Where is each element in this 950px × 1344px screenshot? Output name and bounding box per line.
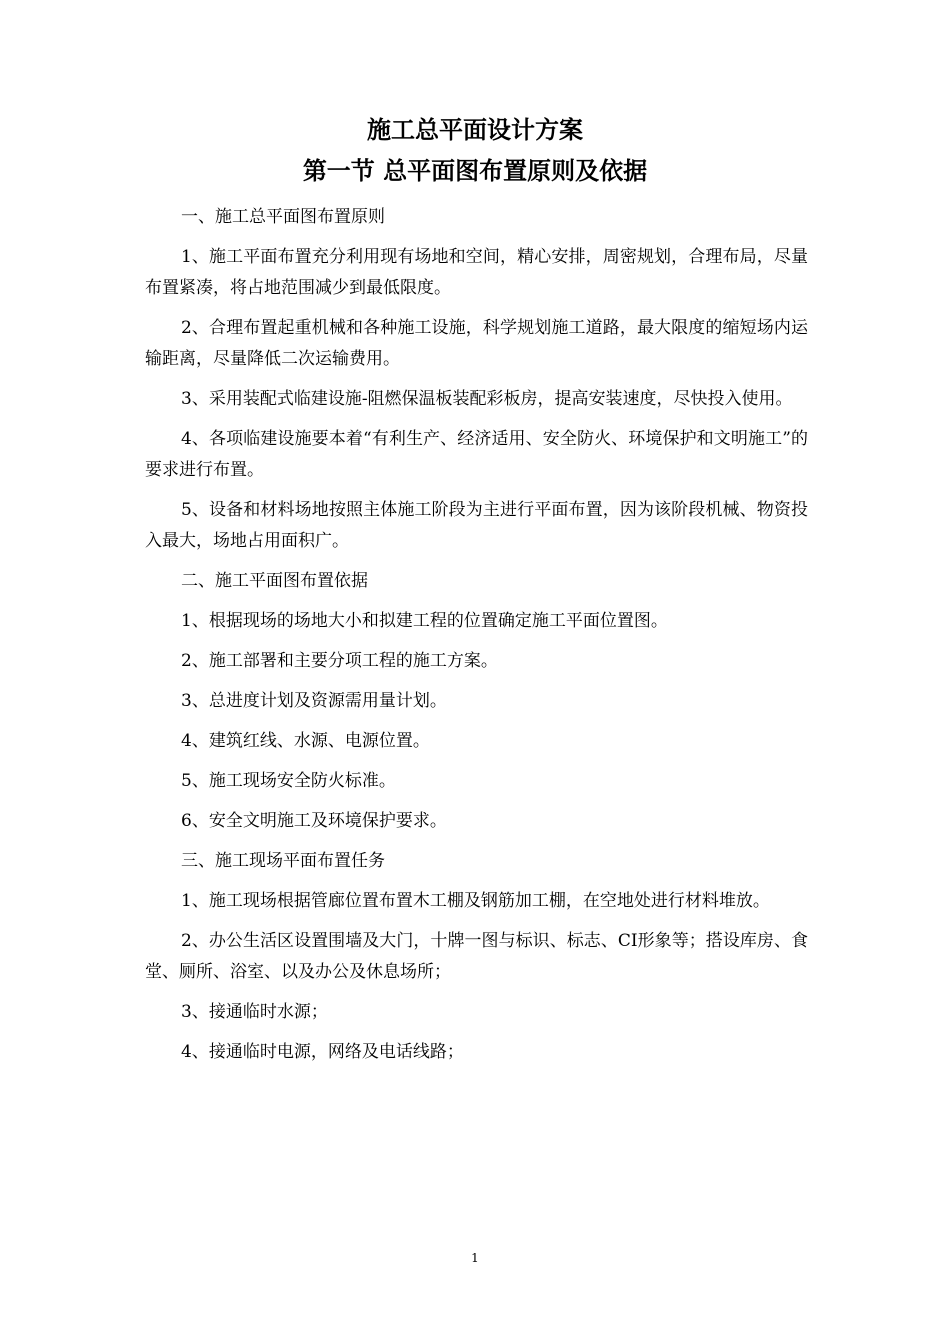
page-number: 1 [471,1251,479,1265]
heading-basis: 二、施工平面图布置依据 [181,571,368,591]
paragraph-principle-1: 1、施工平面布置充分利用现有场地和空间，精心安排，周密规划，合理布局，尽量布置紧凑，将占地范围减少到最低限度。 [145,247,808,298]
paragraph-basis-4: 4、建筑红线、水源、电源位置。 [181,731,430,751]
heading-principles: 一、施工总平面图布置原则 [181,207,385,227]
paragraph-task-3: 3、接通临时水源； [181,1002,328,1022]
document-title: 施工总平面设计方案 [367,116,583,144]
paragraph-task-4: 4、接通临时电源，网络及电话线路； [181,1042,464,1062]
paragraph-basis-3: 3、总进度计划及资源需用量计划。 [181,691,447,711]
paragraph-basis-6: 6、安全文明施工及环境保护要求。 [181,811,447,831]
paragraph-principle-5: 5、设备和材料场地按照主体施工阶段为主进行平面布置，因为该阶段机械、物资投入最大，场地占用面积广。 [145,500,808,551]
document-body [145,202,808,1077]
paragraph-basis-2: 2、施工部署和主要分项工程的施工方案。 [181,651,498,671]
paragraph-basis-1: 1、根据现场的场地大小和拟建工程的位置确定施工平面位置图。 [181,611,668,631]
heading-tasks: 三、施工现场平面布置任务 [181,851,385,871]
section-title: 第一节 总平面图布置原则及依据 [302,157,648,185]
paragraph-task-2: 2、办公生活区设置围墙及大门，十牌一图与标识、标志、CI形象等；搭设库房、食堂、厕所、浴室、以及办公及休息场所； [145,931,808,982]
paragraph-basis-5: 5、施工现场安全防火标准。 [181,771,396,791]
paragraph-task-1: 1、施工现场根据管廊位置布置木工棚及钢筋加工棚，在空地处进行材料堆放。 [181,891,770,911]
paragraph-principle-4: 4、各项临建设施要本着“有利生产、经济适用、安全防火、环境保护和文明施工”的要求进行布置。 [145,429,808,480]
paragraph-principle-3: 3、采用装配式临建设施-阻燃保温板装配彩板房，提高安装速度，尽快投入使用。 [181,389,793,409]
paragraph-principle-2: 2、合理布置起重机械和各种施工设施，科学规划施工道路，最大限度的缩短场内运输距离，尽量降低二次运输费用。 [145,318,808,369]
